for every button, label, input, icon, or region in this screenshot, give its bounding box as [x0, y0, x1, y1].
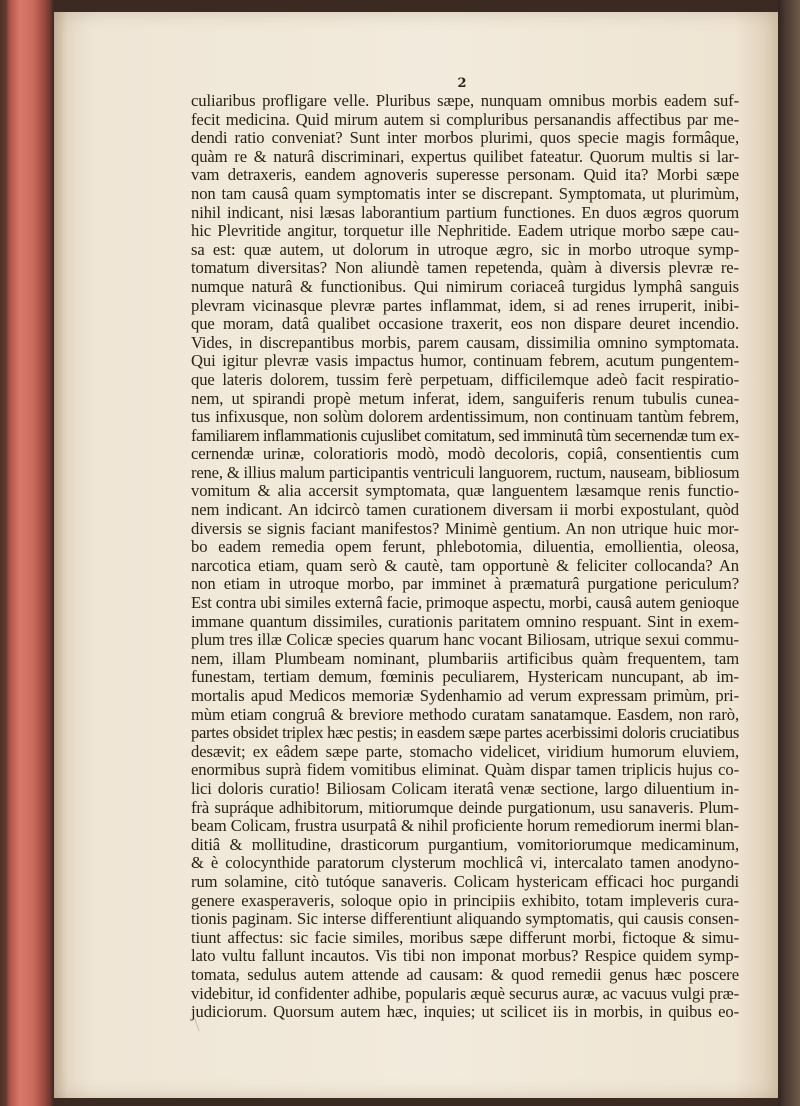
book-gutter-right: [778, 0, 800, 1106]
text-line: judiciorum. Quorsum autem hæc, inquies; ut scilicet iis in morbis, in quibus eo-: [191, 1002, 739, 1022]
text-line: lici doloris curatio! Biliosam Colicam iteratâ venæ sectione, largo diluentium in-: [191, 778, 739, 798]
text-line: lato vultu fallunt incautos. Vis tibi non imponat morbus? Respice quidem symp-: [191, 946, 739, 966]
text-line: Qui igitur plevræ vasis impactus humor, continuam febrem, acutum pungentem-: [191, 351, 739, 371]
text-line: genere exasperaveris, soloque opio in principiis exhibito, totam impleveris cura-: [191, 890, 739, 910]
text-line: vomitum & alia accersit symptomata, quæ languentem læsamque renis functio-: [191, 481, 739, 501]
text-line: nem, illam Plumbeam nominant, plumbariis artificibus quàm frequentem, tam: [191, 648, 739, 668]
text-line: rene, & illius malum participantis ventriculi languorem, ructum, nauseam, bibliosum: [191, 462, 740, 482]
text-line: nem, ut spirandi propè metum inferat, idem, sanguiferis renum tubulis cunea-: [191, 388, 739, 408]
text-line: enormibus suprà fidem vomitibus eliminat. Quàm dispar tamen triplicis hujus co-: [191, 760, 739, 780]
text-line: ditiâ & mollitudine, drasticorum purgantium, vomitoriorumque medicaminum,: [191, 834, 739, 854]
text-line: mùm etiam congruâ & breviore methodo curatam sanatamque. Easdem, non rarò,: [191, 704, 739, 724]
text-line: vam detraxeris, eandem agnoveris superesse personam. Quid ita? Morbi sæpe: [191, 165, 739, 185]
text-line: non etiam in utroque morbo, par imminet à præmaturâ purgatione periculum?: [191, 574, 739, 594]
text-line: desævit; ex eâdem sæpe parte, stomacho videlicet, viridium humorum eluviem,: [191, 741, 739, 761]
text-line: plevram vicinasque plevræ partes inflammat, idem, si ad renes irruperit, inibi-: [191, 295, 739, 315]
text-line: non tam causâ quam symptomatis inter se discrepant. Symptomata, ut plurimùm,: [191, 183, 739, 203]
text-line: nem indicant. An idcircò tamen curationem diversam ii morbi expostulant, quòd: [191, 500, 739, 520]
text-line: numque naturâ & functionibus. Qui nimirum coriaceâ turgidus lymphâ sanguis: [191, 276, 739, 296]
text-line: dendi ratio conveniat? Sunt inter morbos plurimi, quos specie magis formâque,: [191, 128, 739, 148]
text-line: tionis paginam. Sic interse differentiunt aliquando symptomatis, qui causis consen-: [191, 909, 739, 929]
text-line: hic Plevritide angitur, torquetur ille Nephritide. Eadem utrique morbo sæpe cau-: [191, 221, 739, 241]
text-line: tus infixusque, non solùm dolorem ardentissimum, non continuam tantùm febrem,: [191, 407, 739, 427]
text-line: frà supráque adhibitorum, mitiorumque deinde purgationum, usu sanaveris. Plum-: [191, 797, 739, 817]
text-line: tomatum diversitas? Non aliundè tamen repetenda, quàm à diversis plevræ re-: [191, 258, 739, 278]
text-line: nihil indicant, nisi læsas laborantium partium functiones. En duos ægros quorum: [191, 202, 739, 222]
text-line: quàm re & naturâ discriminari, expertus quilibet fateatur. Quorum multis si lar-: [191, 146, 739, 166]
text-line: Est contra ubi similes externâ facie, primoque aspectu, morbi, causâ autem genioque: [191, 593, 739, 613]
text-line: familiarem inflammationis cujuslibet comitatum, sed imminutâ tùm secernendæ tum ex-: [191, 425, 739, 445]
text-line: videbitur, id confidenter adhibe, popularis æquè securus auræ, ac vacuus vulgi præ-: [191, 983, 739, 1003]
text-line: Vides, in discrepantibus morbis, parem causam, dissimilia omnino symptomata.: [191, 332, 739, 352]
text-line: tiunt affectus: sic facie similes, moribus sæpe differunt morbi, fictoque & simu-: [191, 927, 739, 947]
text-line: diversis se signis faciant manifestos? Minimè gentium. An non utrique huic mor-: [191, 518, 739, 538]
text-line: narcotica etiam, quam serò & cautè, tam opportunè & feliciter collocanda? An: [191, 555, 739, 575]
text-line: cernendæ urinæ, coloratioris modò, modò decoloris, copiâ, consentientis cum: [191, 444, 739, 464]
text-line: culiaribus profligare velle. Pluribus sæpe, nunquam omnibus morbis eadem suf-: [191, 91, 739, 110]
text-line: & è colocynthide paratorum clysterum mochlicâ vi, intercalato tamen anodyno-: [191, 853, 739, 873]
text-line: plum tres illæ Colicæ species quarum hanc vocant Biliosam, utrique sexui commu-: [191, 630, 739, 650]
page-number: 2: [457, 76, 467, 91]
text-line: tomata, sedulus autem attende ad causam: & quod remedii genus hæc poscere: [191, 964, 739, 984]
text-line: funestam, tertiam demum, fœminis peculiarem, Hystericam nuncupant, ab im-: [191, 667, 739, 687]
text-line: sa est: quæ autem, ut dolorum in utroque ægro, sic in morbo utroque symp-: [191, 239, 739, 259]
page-text: [191, 92, 739, 1022]
text-line: que moram, datâ qualibet occasione traxerit, eos non dispare deuret incendio.: [191, 314, 739, 334]
text-line: beam Colicam, frustra usurpatâ & nihil proficiente horum remediorum inermi blan-: [191, 816, 739, 836]
text-line: partes obsidet triplex hæc pestis; in easdem sæpe partes acerbissimi doloris cruciatibus: [191, 723, 739, 743]
text-line: que lateris dolorem, tussim ferè perpetuam, difficilemque adeò facit respiratio-: [191, 369, 739, 389]
text-line: immane quantum dissimiles, curationis paritatem omnino respuant. Sint in exem-: [191, 611, 739, 631]
text-line: rum solamine, citò tutóque sanaveris. Colicam hystericam efficaci hoc purgandi: [191, 871, 739, 891]
text-line: bo eadem remedia opem ferunt, phlebotomia, diluentia, emollientia, oleosa,: [191, 537, 739, 557]
text-line: fecit medicina. Quid mirum autem si compluribus persanandis affectibus par me-: [191, 109, 739, 129]
text-line: mortalis apud Medicos memoriæ Sydenhamio ad verum expressam primùm, pri-: [191, 686, 739, 705]
